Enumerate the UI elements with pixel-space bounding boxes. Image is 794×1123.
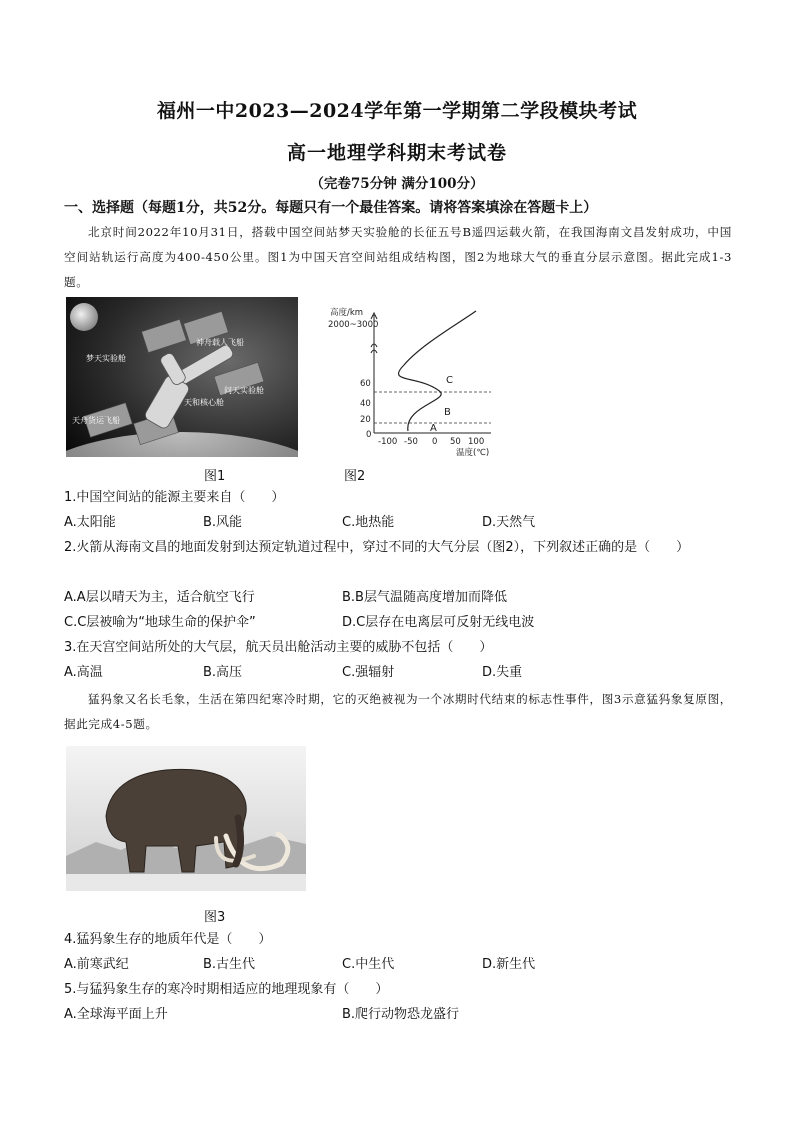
q5-option-a: A.全球海平面上升	[64, 1007, 168, 1022]
exam-subtitle: 高一地理学科期末考试卷	[286, 142, 507, 164]
question-1-stem: 1.中国空间站的能源主要来自（ ）	[64, 490, 285, 505]
y-tick-60: 60	[360, 379, 371, 389]
q2-option-d: D.C层存在电离层可反射无线电波	[342, 615, 535, 630]
question-2-stem: 2.火箭从海南文昌的地面发射到达预定轨道过程中，穿过不同的大气分层（图2），下列叙述正确的是（ ）	[64, 540, 690, 555]
figure-2-atmosphere-chart	[326, 305, 502, 461]
svg-text:问天实验舱: 问天实验舱	[224, 386, 264, 395]
q5-option-b: B.爬行动物恐龙盛行	[342, 1007, 460, 1022]
exam-info: （完卷75分钟 满分100分）	[310, 176, 484, 192]
layer-C-label: C	[446, 375, 453, 386]
q2-option-b: B.B层气温随高度增加而降低	[342, 590, 507, 605]
svg-text:梦天实验舱: 梦天实验舱	[86, 354, 126, 363]
x-tick-100: 100	[468, 437, 485, 447]
q4-option-b: B.古生代	[203, 957, 256, 972]
q1-option-c: C.地热能	[342, 515, 395, 530]
x-axis-label: 温度(℃)	[456, 448, 490, 458]
q1-option-d: D.天然气	[482, 515, 536, 530]
x-tick-0: 0	[432, 437, 438, 447]
y-tick-20: 20	[360, 415, 371, 425]
figure-2-caption: 图2	[344, 469, 366, 484]
figure-3-caption: 图3	[204, 910, 226, 925]
question-4-stem: 4.猛犸象生存的地质年代是（ ）	[64, 932, 272, 947]
passage-1: 北京时间2022年10月31日，搭载中国空间站梦天实验舱的长征五号B遥四运载火箭，在我国海南文昌发射成功，中国空间站轨运行高度为400-450公里。图1为中国天宫空间站组成结构图，图2为地球大气的垂直分层示意图。据此完成1-3题。	[64, 225, 732, 289]
x-tick-minus50: -50	[404, 437, 418, 447]
y-tick-40: 40	[360, 399, 371, 409]
temperature-curve	[398, 311, 476, 431]
x-tick-50: 50	[450, 437, 461, 447]
layer-B-label: B	[444, 407, 451, 418]
question-3-options	[64, 661, 744, 685]
figure-1-space-station	[66, 297, 298, 457]
q4-option-c: C.中生代	[342, 957, 395, 972]
q3-option-d: D.失重	[482, 665, 523, 680]
svg-text:神舟载人飞船: 神舟载人飞船	[196, 338, 244, 347]
q2-option-c: C.C层被喻为“地球生命的保护伞”	[64, 615, 256, 630]
y-top-label: 2000~3000	[328, 320, 379, 330]
question-1-options	[64, 511, 744, 535]
figure-1-caption: 图1	[204, 469, 226, 484]
svg-text:天舟货运飞船: 天舟货运飞船	[72, 416, 120, 425]
question-5-options	[64, 1003, 744, 1027]
q1-option-b: B.风能	[203, 515, 243, 530]
svg-text:天和核心舱: 天和核心舱	[184, 398, 224, 407]
figure-3-mammoth	[66, 746, 306, 891]
section-heading: 一、选择题（每题1分，共52分。每题只有一个最佳答案。请将答案填涂在答题卡上）	[64, 200, 598, 216]
q4-option-a: A.前寒武纪	[64, 957, 129, 972]
space-station-illustration	[66, 297, 298, 457]
layer-A-label: A	[430, 423, 437, 434]
question-2-options-row2	[64, 611, 744, 635]
q4-option-d: D.新生代	[482, 957, 536, 972]
exam-title: 福州一中2023—2024学年第一学期第二学段模块考试	[156, 100, 638, 122]
q3-option-c: C.强辐射	[342, 665, 395, 680]
question-3-stem: 3.在天宫空间站所处的大气层，航天员出舱活动主要的威胁不包括（ ）	[64, 640, 493, 655]
q3-option-b: B.高压	[203, 665, 243, 680]
y-tick-0: 0	[366, 430, 372, 440]
x-tick-minus100: -100	[378, 437, 398, 447]
question-4-options	[64, 953, 744, 977]
mammoth-illustration	[66, 746, 306, 891]
y-axis-label: 高度/km	[330, 308, 364, 318]
q1-option-a: A.太阳能	[64, 515, 116, 530]
question-5-stem: 5.与猛犸象生存的寒冷时期相适应的地理现象有（ ）	[64, 982, 389, 997]
question-2-options-row1	[64, 586, 744, 610]
q3-option-a: A.高温	[64, 665, 103, 680]
passage-2: 猛犸象又名长毛象，生活在第四纪寒冷时期，它的灭绝被视为一个冰期时代结束的标志性事件，图3示意猛犸象复原图，据此完成4-5题。	[64, 692, 732, 731]
q2-option-a: A.A层以晴天为主，适合航空飞行	[64, 590, 255, 605]
